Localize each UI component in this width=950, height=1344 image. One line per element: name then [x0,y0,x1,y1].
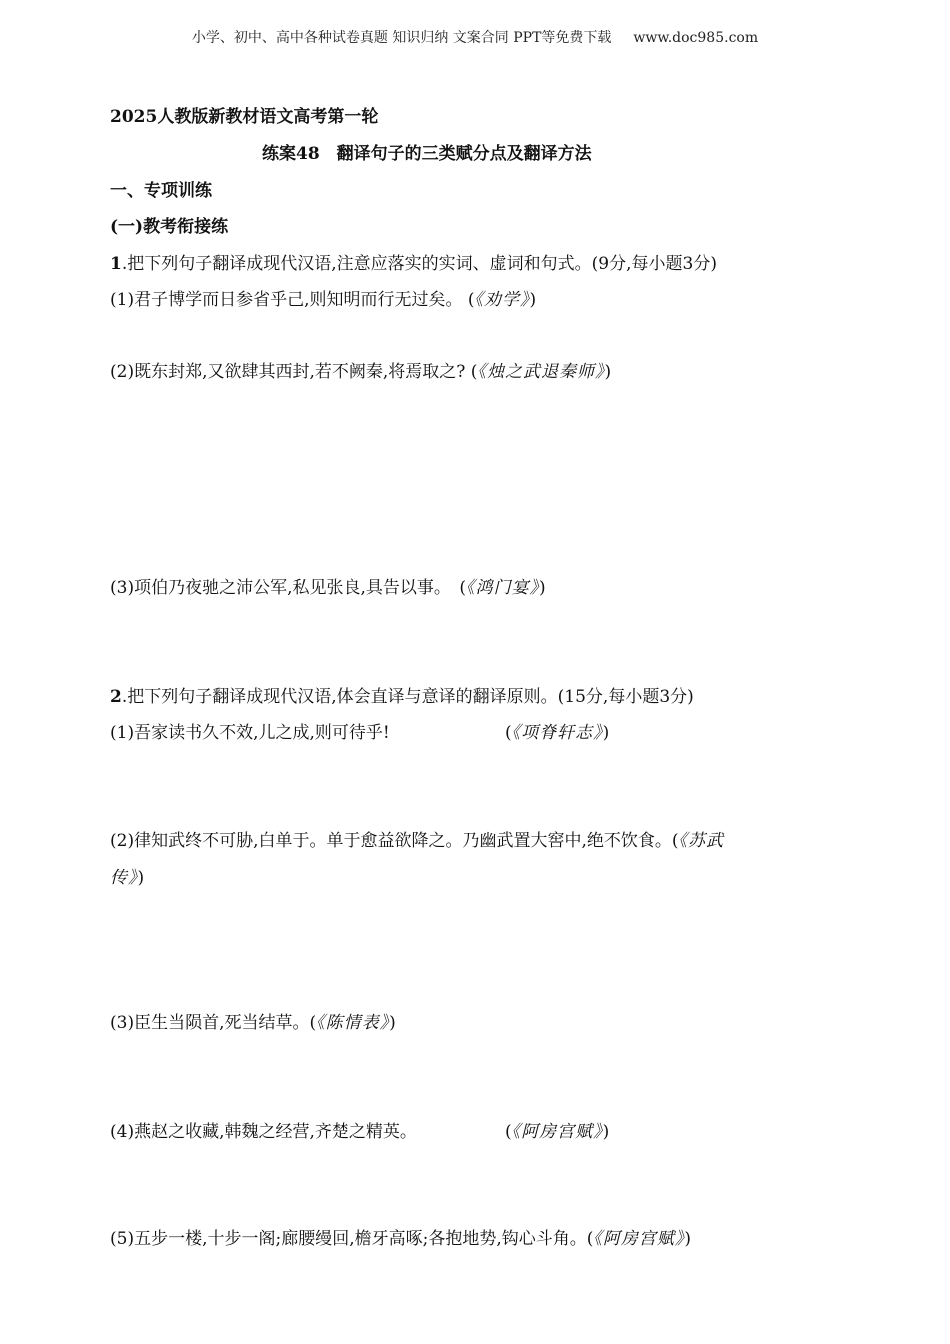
question-stem-text: .把下列句子翻译成现代汉语,注意应落实的实词、虚词和句式。(9分,每小题3分) [121,254,717,274]
item-text: (2)既东封郑,又欲肆其西封,若不阙秦,将焉取之? ( [110,362,478,382]
item-source: 《阿房宫赋》 [511,1122,603,1142]
item-source: 《烛之武退秦师》 [477,362,605,382]
page-title: 练案48 翻译句子的三类赋分点及翻译方法 [262,144,592,164]
header-ad-text: 小学、初中、高中各种试卷真题 知识归纳 文案合同 PPT等免费下载 [191,30,612,46]
item-source: 《劝学》 [474,290,530,310]
item-source: 《项脊轩志》 [511,723,603,743]
item-text: (3)项伯乃夜驰之沛公军,私见张良,具告以事。 ( [110,578,467,598]
item-text: (2)律知武终不可胁,白单于。单于愈益欲降之。乃幽武置大窖中,绝不饮食。( [110,831,679,851]
item-source: 《陈情表》 [316,1013,390,1033]
question-number: 2 [110,687,122,707]
q2-item-2 [110,830,724,852]
document-top-title: 2025人教版新教材语文高考第一轮 [110,107,379,127]
item-source: 《鸿门宴》 [466,578,540,598]
q1-item-3 [110,577,546,599]
section-heading: 一、专项训练 [110,181,212,201]
q2-item-3 [110,1012,396,1034]
item-close-paren: ) [529,290,537,310]
item-open-paren: ( [505,1122,512,1142]
item-close-paren: ) [137,868,145,888]
item-text: (5)五步一楼,十步一阁;廊腰缦回,檐牙高啄;各抱地势,钩心斗角。( [110,1229,594,1249]
q2-item-2-cont [110,867,144,889]
q1-item-1 [110,289,536,311]
question-number: 1 [110,254,122,274]
item-text: (1)君子博学而日参省乎己,则知明而行无过矣。 ( [110,290,475,310]
q2-item-1-source [505,722,609,744]
question-1-stem [110,253,717,275]
item-close-paren: ) [539,578,546,598]
item-open-paren: ( [505,723,512,743]
item-source-cont: 传》 [110,868,138,888]
item-close-paren: ) [604,362,612,382]
item-text: (3)臣生当陨首,死当结草。( [110,1013,317,1033]
q1-item-2 [110,361,611,383]
item-close-paren: ) [602,723,610,743]
item-source: 《阿房宫赋》 [593,1229,685,1249]
question-2-stem [110,686,694,708]
item-source: 《苏武 [678,831,725,851]
item-close-paren: ) [684,1229,692,1249]
item-close-paren: ) [389,1013,396,1033]
item-text: (1)吾家读书久不效,儿之成,则可待乎! [110,723,390,743]
item-text: (4)燕赵之收藏,韩魏之经营,齐楚之精英。 [110,1122,417,1142]
q2-item-4 [110,1121,417,1143]
header-website-link[interactable]: www.doc985.com [633,30,759,46]
subsection-heading: (一)教考衔接练 [110,217,229,237]
page-header [0,27,950,49]
q2-item-1 [110,722,390,744]
question-stem-text: .把下列句子翻译成现代汉语,体会直译与意译的翻译原则。(15分,每小题3分) [121,687,694,707]
item-close-paren: ) [602,1122,610,1142]
q2-item-4-source [505,1121,609,1143]
q2-item-5 [110,1228,691,1250]
